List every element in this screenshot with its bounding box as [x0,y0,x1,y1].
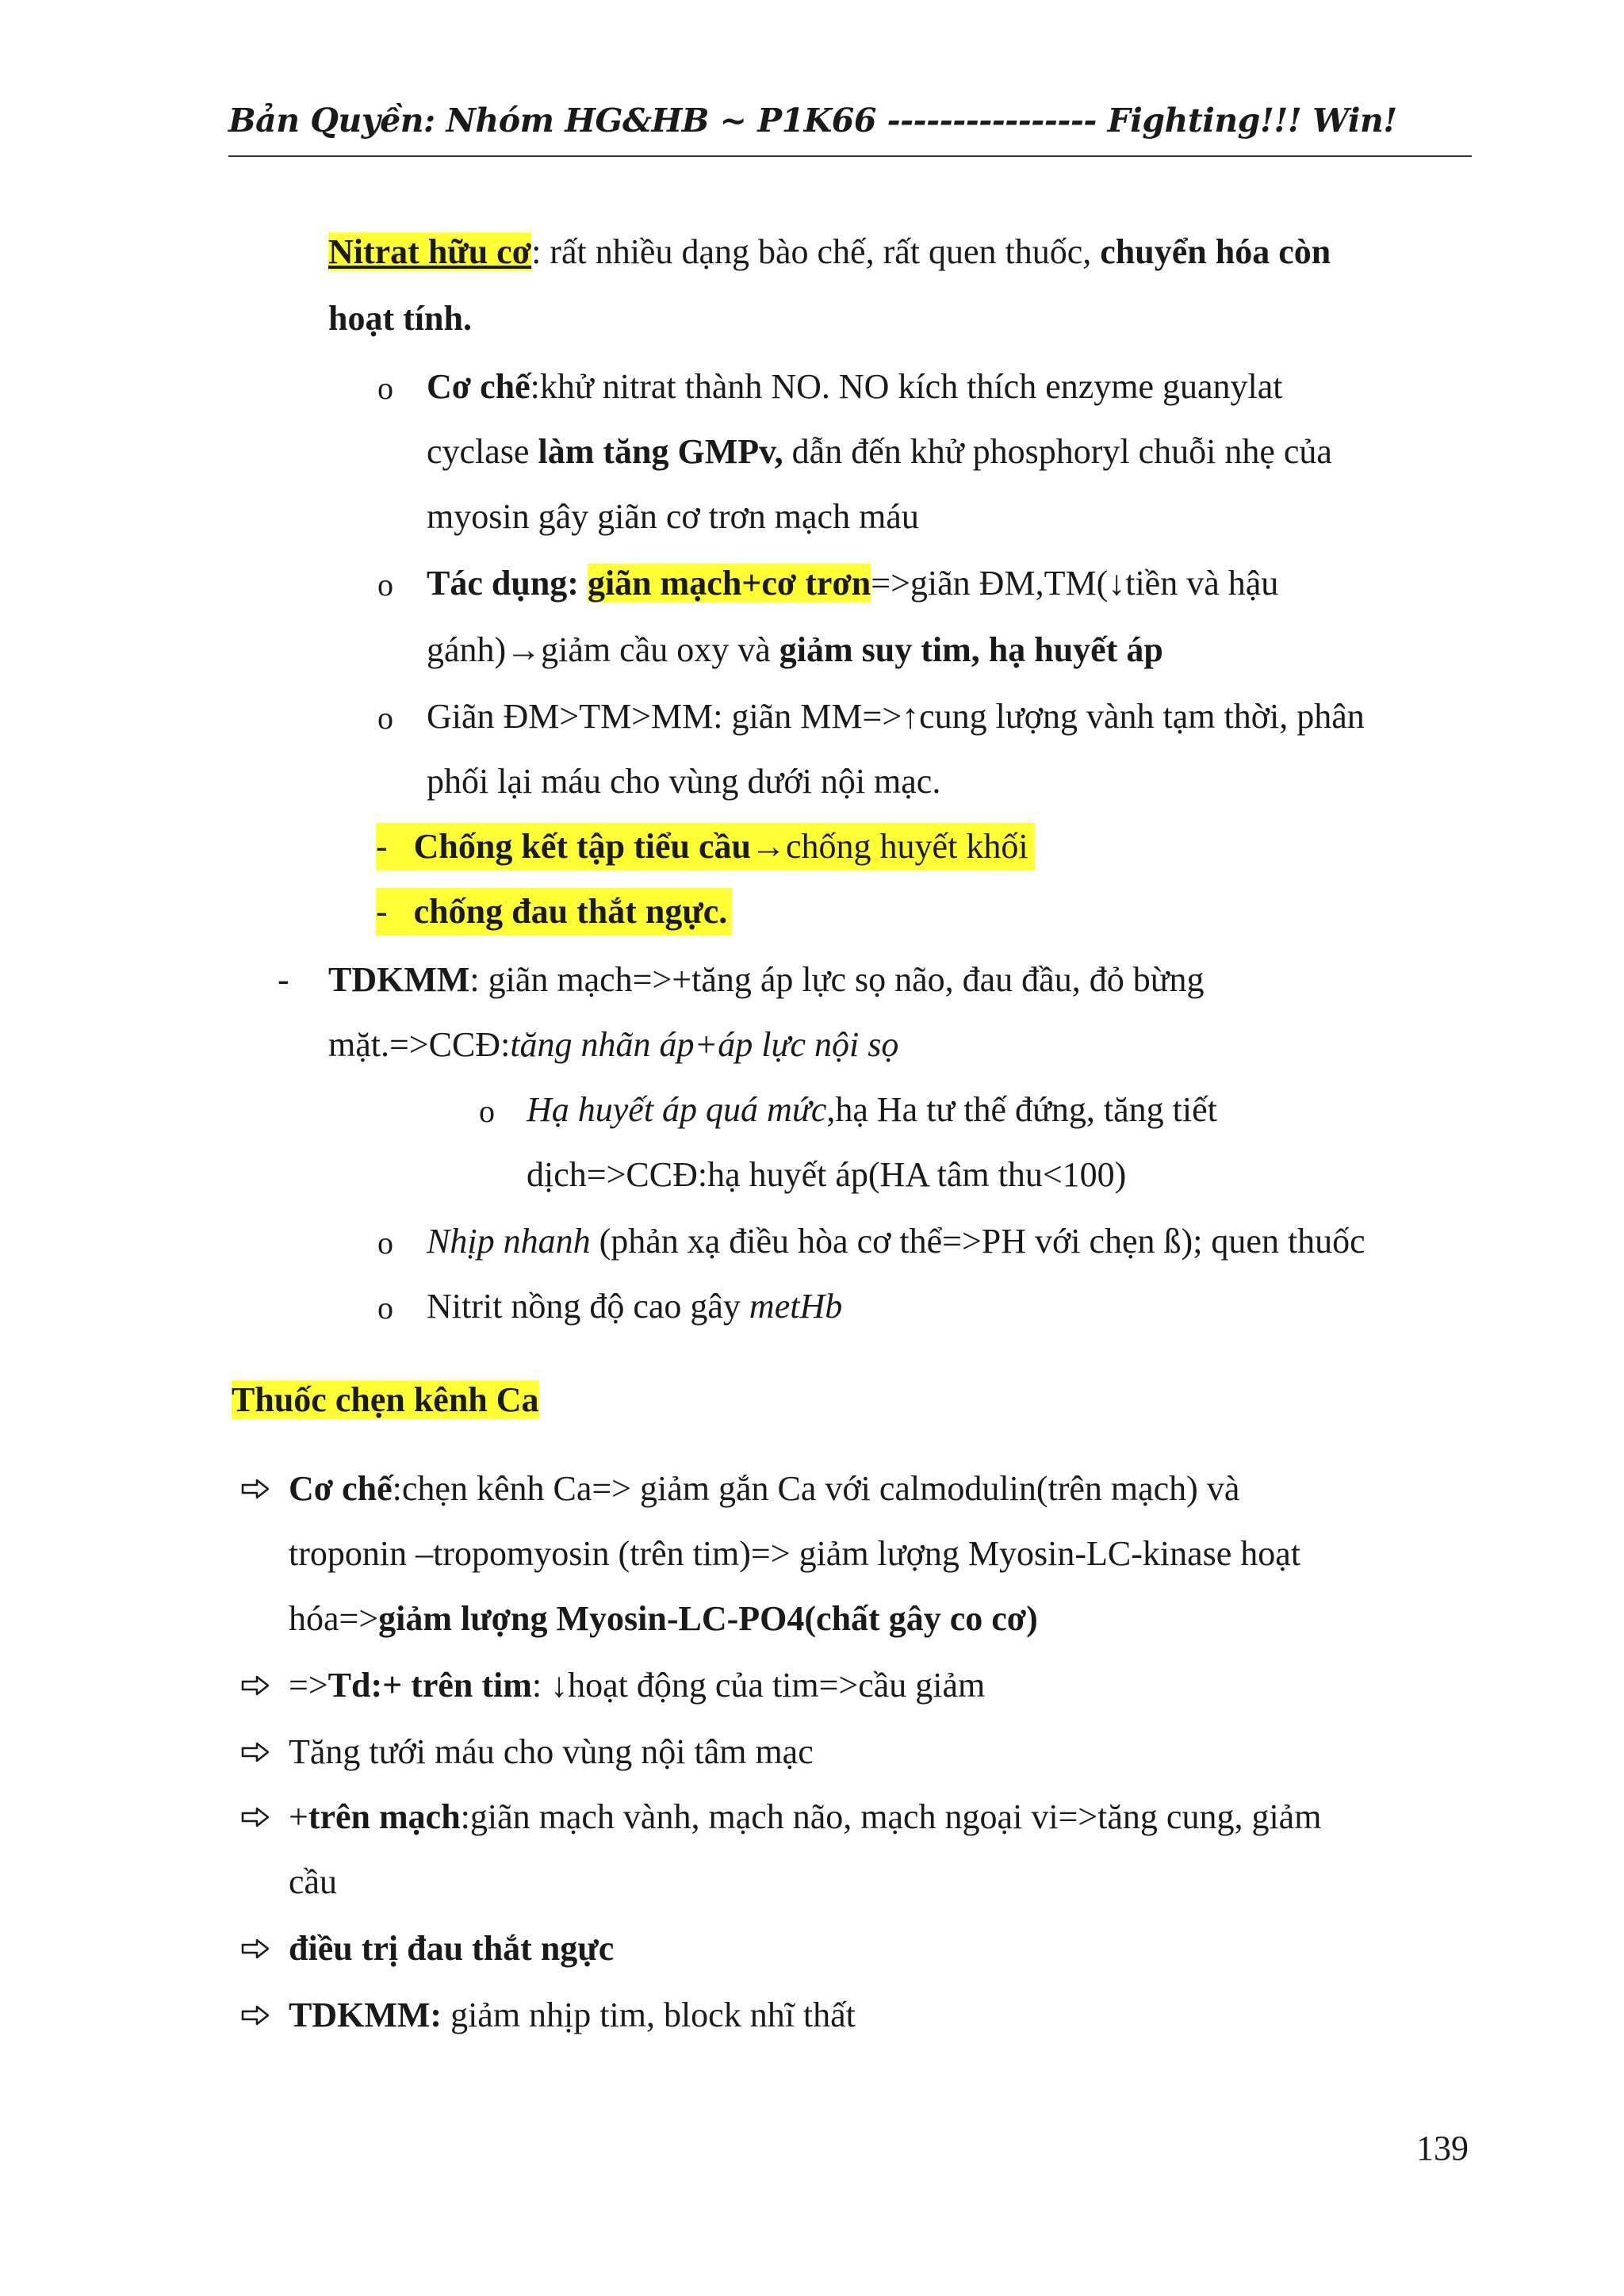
nitrat-mech-text-2a: cyclase [427,432,538,471]
nitrat-dilate-line-2 [427,758,940,806]
ca-treat-line [289,1925,614,1973]
nitrat-effect-line-2 [427,626,1163,674]
page-number: 139 [1416,2129,1469,2168]
nitrat-hypo-line-2 [527,1151,1126,1199]
circle-bullet-icon: o [377,1225,393,1261]
ca-td-text-c: : ↓hoạt động của tim=>cầu giảm [531,1666,986,1705]
nitrat-intro-line-2 [328,295,472,342]
nitrat-mech-bold: làm tăng GMPv, [538,432,783,471]
nitrat-tdkmm-line-2 [328,1021,898,1069]
nitrat-tachy-italic: Nhịp nhanh [427,1222,591,1261]
nitrat-hypo-line-1 [527,1086,1217,1134]
nitrat-dilate-text-1: Giãn ĐM>TM>MM: giãn MM=>↑cung lượng vành tạm thời, phân [427,697,1365,736]
ca-mech-line-1 [289,1465,1239,1513]
ca-tdkmm-label: TDKMM: [289,1996,442,2034]
ca-perfusion-line [289,1728,814,1776]
ca-vessel-line-1 [289,1793,1321,1841]
nitrat-intro-bold: chuyển hóa còn [1100,232,1331,271]
dash-bullet-icon: - [278,960,289,999]
hollow-arrow-icon [241,2004,270,2026]
ca-mech-bold: giảm lượng Myosin-LC-PO4(chất gây co cơ) [378,1599,1038,1638]
nitrat-mech-text-3: myosin gây giãn cơ trơn mạch máu [427,497,919,536]
ca-vessel-text-d: cầu [289,1862,338,1901]
dash-bullet-icon: - [376,827,414,866]
dash-bullet-icon: - [376,892,414,931]
ca-mech-label: Cơ chế [289,1469,393,1508]
ca-treat-bold: điều trị đau thắt ngực [289,1929,615,1968]
header-rule [228,155,1472,157]
hollow-arrow-icon [241,1478,270,1500]
nitrat-mech-line-1 [427,363,1283,411]
nitrat-hypo-text-2: dịch=>CCĐ:hạ huyết áp(HA tâm thu<100) [527,1155,1127,1194]
nitrat-tdkmm-label: TDKMM [328,960,470,999]
nitrat-nitrit-text: Nitrit nồng độ cao gây [427,1287,749,1326]
nitrat-antiplatelet-bold: Chống kết tập tiểu cầu [413,827,752,866]
nitrat-mech-line-2 [427,428,1332,476]
nitrat-dilate-line-1 [427,693,1365,740]
nitrat-dilate-text-2: phối lại máu cho vùng dưới nội mạc. [427,762,941,801]
ca-mech-text-1: :chẹn kênh Ca=> giảm gắn Ca với calmodulin(trên mạch) và [392,1469,1240,1508]
ca-td-line [289,1662,985,1709]
nitrat-effect-line-1 [427,560,1278,607]
nitrat-tdkmm-text-1: : giãn mạch=>+tăng áp lực sọ não, đau đầu, đỏ bừng [469,960,1205,999]
nitrat-nitrit-italic: metHb [749,1287,843,1326]
nitrat-mech-line-3 [427,493,919,541]
ca-title-line [232,1376,539,1424]
nitrat-effect-text-2a: gánh)→giảm cầu oxy và [427,630,779,669]
ca-vessel-text-a: + [289,1797,308,1836]
circle-bullet-icon: o [377,700,393,736]
ca-mech-line-2 [289,1530,1300,1578]
ca-mech-text-3a: hóa=> [289,1599,379,1638]
ca-vessel-line-2 [289,1858,337,1906]
nitrat-hypo-italic: Hạ huyết áp quá mức [527,1090,827,1129]
ca-title: Thuốc chẹn kênh Ca [232,1380,539,1419]
circle-bullet-icon: o [479,1093,495,1129]
nitrat-tdkmm-text-2a: mặt.=>CCĐ: [328,1025,511,1064]
nitrat-effect-highlight: giãn mạch+cơ trơn [587,564,871,603]
ca-td-bold: Td:+ trên tim [327,1666,532,1705]
circle-bullet-icon: o [377,567,393,603]
nitrat-antiangina-bold: chống đau thắt ngực. [413,892,728,931]
ca-vessel-text-c: :giãn mạch vành, mạch não, mạch ngoại vi=>tăng cung, giảm [460,1797,1322,1836]
hollow-arrow-icon [241,1806,270,1828]
nitrat-hypo-text-1: ,hạ Ha tư thế đứng, tăng tiết [826,1090,1217,1129]
nitrat-tdkmm-italic: tăng nhãn áp+áp lực nội sọ [510,1025,899,1064]
hollow-arrow-icon [241,1674,270,1697]
nitrat-mech-label: Cơ chế [427,367,530,406]
nitrat-tdkmm-line-1 [328,956,1205,1004]
nitrat-antiangina-line [376,888,732,936]
ca-vessel-bold: trên mạch [308,1797,461,1836]
hollow-arrow-icon [241,1741,270,1763]
ca-td-text-a: => [289,1666,328,1705]
hollow-arrow-icon [241,1938,270,1960]
nitrat-antiplatelet-text: →chống huyết khối [751,827,1028,866]
ca-mech-line-3 [289,1595,1038,1643]
nitrat-tachy-text: (phản xạ điều hòa cơ thể=>PH với chẹn ß); quen thuốc [590,1222,1365,1261]
circle-bullet-icon: o [377,1290,393,1326]
nitrat-effect-label: Tác dụng: [427,564,588,603]
ca-mech-text-2: troponin –tropomyosin (trên tim)=> giảm lượng Myosin-LC-kinase hoạt [289,1534,1301,1573]
ca-tdkmm-line [289,1992,856,2039]
nitrat-antiplatelet-line [376,823,1035,871]
nitrat-tachy-line [427,1218,1365,1265]
ca-tdkmm-text: giảm nhịp tim, block nhĩ thất [442,1996,856,2034]
nitrat-mech-text-1: :khử nitrat thành NO. NO kích thích enzyme guanylat [530,367,1283,406]
nitrat-nitrit-line [427,1283,842,1330]
circle-bullet-icon: o [377,370,393,406]
nitrat-effect-bold: giảm suy tim, hạ huyết áp [779,630,1163,669]
ca-perfusion-text: Tăng tưới máu cho vùng nội tâm mạc [289,1732,814,1771]
nitrat-intro-text: : rất nhiều dạng bào chế, rất quen thuốc, [531,232,1101,271]
nitrat-title: Nitrat hữu cơ [328,232,532,271]
nitrat-effect-text-1: =>giãn ĐM,TM(↓tiền và hậu [871,564,1279,603]
page-header: Bản Quyền: Nhóm HG&HB ~ P1K66 ---------------- Fighting!!! Win! [228,101,1397,140]
nitrat-intro-bold-2: hoạt tính. [328,299,472,338]
nitrat-mech-text-2c: dẫn đến khử phosphoryl chuỗi nhẹ của [783,432,1332,471]
nitrat-intro-line [328,228,1331,276]
